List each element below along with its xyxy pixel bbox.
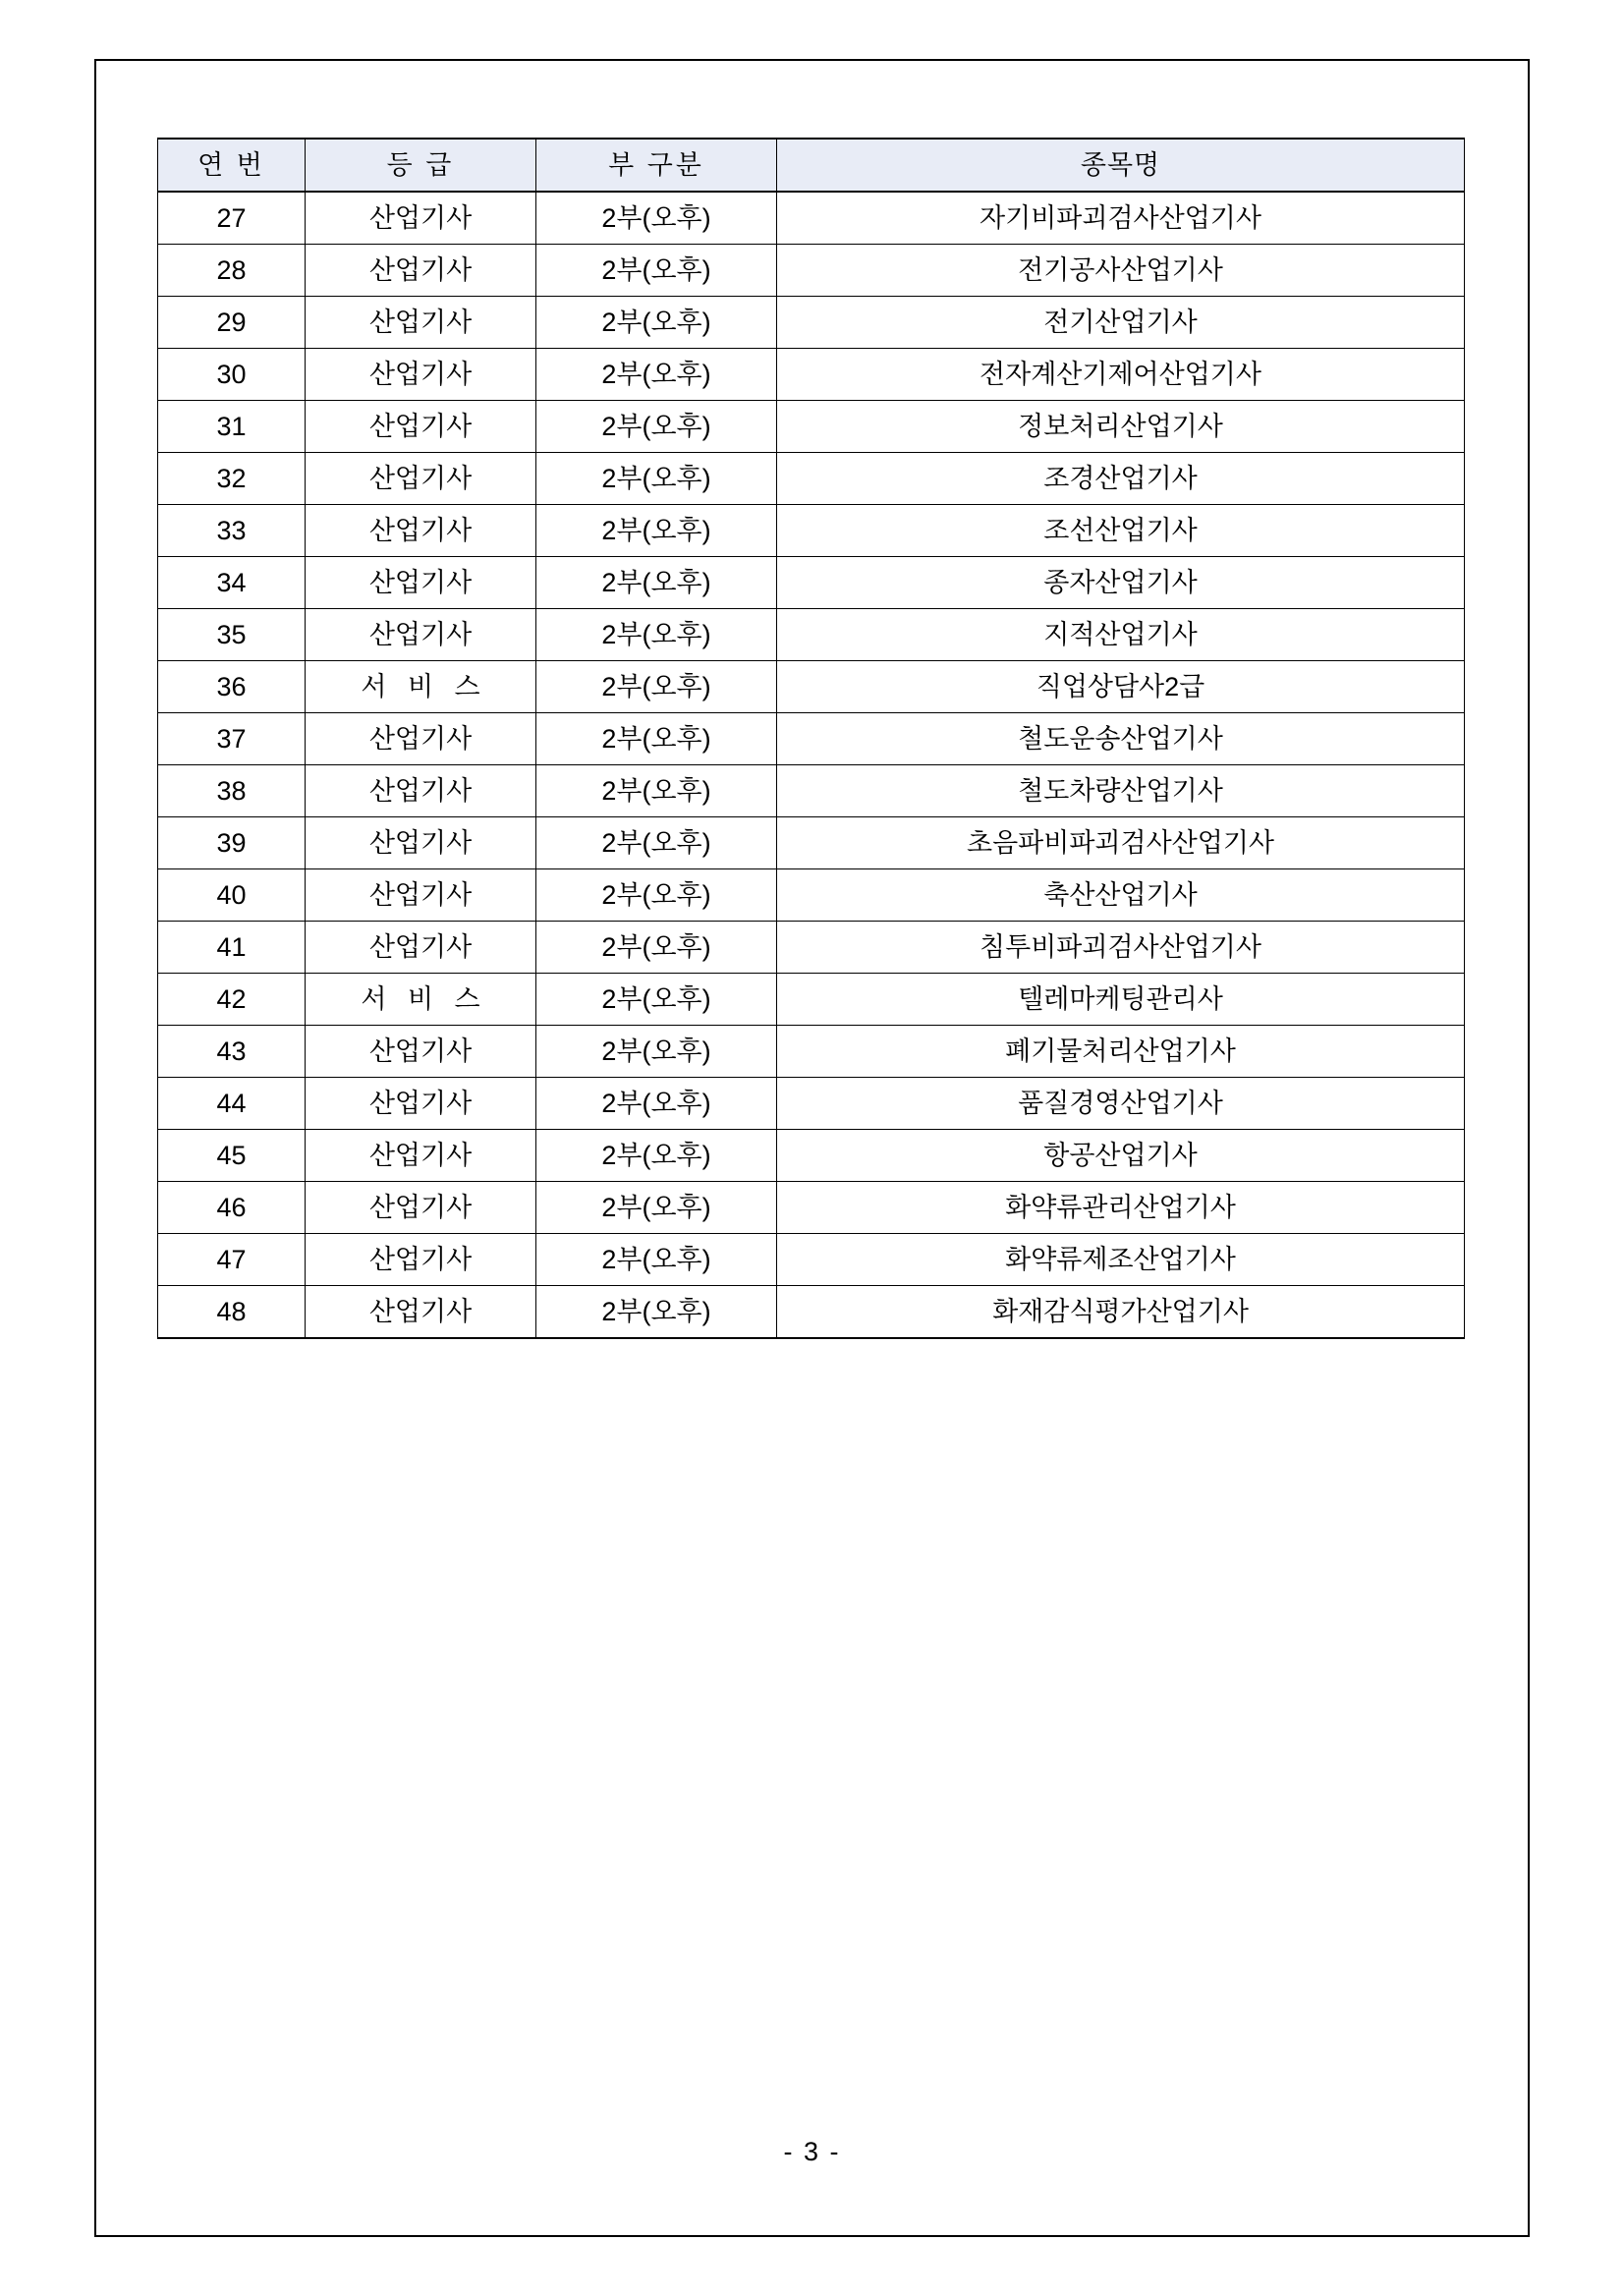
cell-part: 2부(오후) [536,817,777,869]
cell-no: 40 [158,869,306,922]
cell-subject: 초음파비파괴검사산업기사 [777,817,1465,869]
cell-grade: 서 비 스 [306,661,536,713]
table-row [158,1182,1465,1234]
cell-subject: 조경산업기사 [777,453,1465,505]
table-row [158,1078,1465,1130]
cell-subject: 직업상담사2급 [777,661,1465,713]
cell-no: 45 [158,1130,306,1182]
cell-no: 31 [158,401,306,453]
cell-part: 2부(오후) [536,661,777,713]
cell-grade: 서 비 스 [306,974,536,1026]
cell-grade: 산업기사 [306,453,536,505]
cell-no: 33 [158,505,306,557]
cell-grade: 산업기사 [306,922,536,974]
cell-no: 30 [158,349,306,401]
cell-no: 46 [158,1182,306,1234]
cell-no: 48 [158,1286,306,1339]
cell-grade: 산업기사 [306,1182,536,1234]
exam-subject-table [157,138,1465,1339]
table-row [158,713,1465,765]
cell-grade: 산업기사 [306,869,536,922]
cell-part: 2부(오후) [536,1078,777,1130]
cell-grade: 산업기사 [306,349,536,401]
table-row [158,609,1465,661]
cell-grade: 산업기사 [306,297,536,349]
table-row [158,869,1465,922]
cell-no: 37 [158,713,306,765]
cell-subject: 전기공사산업기사 [777,245,1465,297]
cell-subject: 조선산업기사 [777,505,1465,557]
cell-no: 34 [158,557,306,609]
table-row [158,1130,1465,1182]
cell-part: 2부(오후) [536,505,777,557]
cell-part: 2부(오후) [536,557,777,609]
table-row [158,401,1465,453]
cell-grade: 산업기사 [306,765,536,817]
cell-grade: 산업기사 [306,505,536,557]
cell-grade: 산업기사 [306,1078,536,1130]
cell-part: 2부(오후) [536,713,777,765]
table-body [158,192,1465,1338]
table-row [158,1286,1465,1339]
cell-no: 44 [158,1078,306,1130]
cell-part: 2부(오후) [536,765,777,817]
cell-grade: 산업기사 [306,1026,536,1078]
exam-subject-table-container [157,138,1464,1339]
cell-part: 2부(오후) [536,922,777,974]
table-row [158,505,1465,557]
cell-no: 29 [158,297,306,349]
cell-no: 43 [158,1026,306,1078]
table-row [158,349,1465,401]
table-row [158,557,1465,609]
cell-grade: 산업기사 [306,1286,536,1339]
cell-no: 32 [158,453,306,505]
cell-no: 42 [158,974,306,1026]
cell-part: 2부(오후) [536,1026,777,1078]
cell-no: 47 [158,1234,306,1286]
cell-part: 2부(오후) [536,192,777,245]
cell-part: 2부(오후) [536,609,777,661]
cell-part: 2부(오후) [536,401,777,453]
cell-part: 2부(오후) [536,1234,777,1286]
cell-subject: 텔레마케팅관리사 [777,974,1465,1026]
cell-subject: 화약류제조산업기사 [777,1234,1465,1286]
cell-grade: 산업기사 [306,557,536,609]
cell-subject: 전자계산기제어산업기사 [777,349,1465,401]
cell-part: 2부(오후) [536,1130,777,1182]
cell-subject: 철도차량산업기사 [777,765,1465,817]
cell-part: 2부(오후) [536,869,777,922]
cell-subject: 정보처리산업기사 [777,401,1465,453]
table-row [158,297,1465,349]
cell-grade: 산업기사 [306,401,536,453]
column-header-no: 연 번 [158,139,306,192]
cell-grade: 산업기사 [306,609,536,661]
cell-subject: 폐기물처리산업기사 [777,1026,1465,1078]
table-row [158,661,1465,713]
column-header-grade: 등 급 [306,139,536,192]
table-row [158,453,1465,505]
cell-part: 2부(오후) [536,297,777,349]
table-row [158,922,1465,974]
column-header-part: 부 구분 [536,139,777,192]
cell-subject: 종자산업기사 [777,557,1465,609]
cell-grade: 산업기사 [306,245,536,297]
table-header [158,139,1465,192]
cell-subject: 항공산업기사 [777,1130,1465,1182]
cell-subject: 지적산업기사 [777,609,1465,661]
cell-subject: 축산산업기사 [777,869,1465,922]
cell-subject: 화약류관리산업기사 [777,1182,1465,1234]
cell-subject: 자기비파괴검사산업기사 [777,192,1465,245]
cell-subject: 화재감식평가산업기사 [777,1286,1465,1339]
page-number: - 3 - [783,2137,841,2166]
table-header-row [158,139,1465,192]
cell-part: 2부(오후) [536,349,777,401]
table-row [158,245,1465,297]
table-row [158,1026,1465,1078]
cell-no: 36 [158,661,306,713]
cell-no: 38 [158,765,306,817]
table-row [158,974,1465,1026]
cell-no: 35 [158,609,306,661]
cell-part: 2부(오후) [536,1286,777,1339]
cell-grade: 산업기사 [306,1130,536,1182]
cell-subject: 품질경영산업기사 [777,1078,1465,1130]
cell-no: 39 [158,817,306,869]
table-row [158,817,1465,869]
cell-grade: 산업기사 [306,817,536,869]
cell-grade: 산업기사 [306,192,536,245]
column-header-subject: 종목명 [777,139,1465,192]
table-row [158,765,1465,817]
cell-no: 41 [158,922,306,974]
cell-part: 2부(오후) [536,974,777,1026]
cell-no: 27 [158,192,306,245]
cell-part: 2부(오후) [536,1182,777,1234]
cell-subject: 침투비파괴검사산업기사 [777,922,1465,974]
cell-grade: 산업기사 [306,713,536,765]
table-row [158,1234,1465,1286]
cell-subject: 철도운송산업기사 [777,713,1465,765]
cell-subject: 전기산업기사 [777,297,1465,349]
cell-part: 2부(오후) [536,453,777,505]
table-row [158,192,1465,245]
cell-no: 28 [158,245,306,297]
cell-grade: 산업기사 [306,1234,536,1286]
cell-part: 2부(오후) [536,245,777,297]
